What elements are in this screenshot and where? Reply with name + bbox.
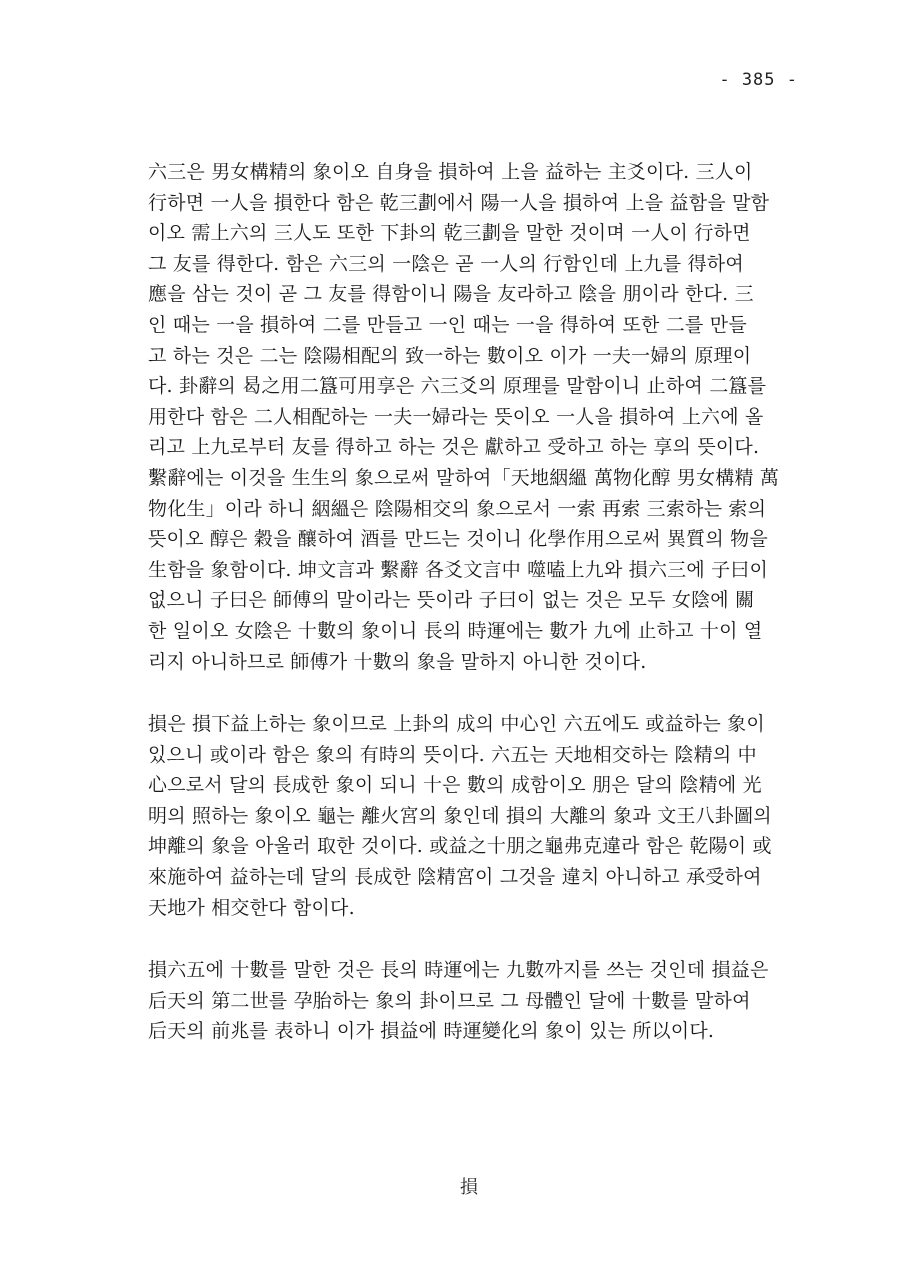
- text-line: 明의 照하는 象이오 龜는 離火宮의 象인데 損의 大離의 象과 文王八卦圖의: [148, 804, 772, 827]
- text-line: 用한다 함은 二人相配하는 一夫一婦라는 뜻이오 一人을 損하여 上六에 올: [148, 405, 764, 428]
- text-line: 리고 上九로부터 友를 得하고 하는 것은 獻하고 受하고 하는 享의 뜻이다.: [148, 436, 760, 459]
- text-line: 인 때는 一을 損하여 二를 만들고 一인 때는 一을 得하여 또한 二를 만들: [148, 313, 747, 336]
- text-line: 있으니 或이라 함은 象의 有時의 뜻이다. 六五는 天地相交하는 陰精의 中: [148, 743, 757, 766]
- text-line: 心으로서 달의 長成한 象이 되니 十은 數의 成함이오 朋은 달의 陰精에 光: [148, 774, 762, 797]
- text-line: 다. 卦辭의 曷之用二簋可用享은 六三爻의 原理를 말함이니 止하여 二簋를: [148, 375, 767, 398]
- text-line: 后天의 第二世를 孕胎하는 象의 卦이므로 그 母體인 달에 十數를 말하여: [148, 989, 751, 1012]
- footer-hexagram-label: 損: [460, 1177, 478, 1198]
- text-line: 리지 아니하므로 師傅가 十數의 象을 말하지 아니한 것이다.: [148, 650, 647, 673]
- paragraph-2: [148, 709, 803, 923]
- text-line: 應을 삼는 것이 곧 그 友를 得함이니 陽을 友라하고 陰을 朋이라 한다. 三: [148, 283, 754, 306]
- text-line: 物化生」이라 하니 絪縕은 陰陽相交의 象으로서 一索 再索 三索하는 索의: [148, 497, 767, 520]
- text-line: 이오 需上六의 三人도 또한 下卦의 乾三劃을 말한 것이며 一人이 行하면: [148, 222, 751, 245]
- paragraph-3: [148, 955, 803, 1047]
- text-line: 損六五에 十數를 말한 것은 長의 時運에는 九數까지를 쓰는 것인데 損益은: [148, 959, 769, 982]
- document-body: [148, 157, 803, 1047]
- page-number: - 385 -: [719, 70, 798, 90]
- text-line: 損은 損下益上하는 象이므로 上卦의 成의 中心인 六五에도 或益하는 象이: [148, 713, 765, 736]
- text-line: 行하면 一人을 損한다 함은 乾三劃에서 陽一人을 損하여 上을 益함을 말함: [148, 191, 770, 214]
- text-line: 生함을 象함이다. 坤文言과 繫辭 各爻文言中 噬嗑上九와 損六三에 子曰이: [148, 558, 769, 581]
- text-line: 后天의 前兆를 表하니 이가 損益에 時運變化의 象이 있는 所以이다.: [148, 1020, 715, 1043]
- text-line: 없으니 子曰은 師傅의 말이라는 뜻이라 子曰이 없는 것은 모두 女陰에 關: [148, 589, 755, 612]
- paragraph-1: [148, 157, 803, 677]
- text-line: 한 일이오 女陰은 十數의 象이니 長의 時運에는 數가 九에 止하고 十이 열: [148, 619, 763, 642]
- text-line: 坤離의 象을 아울러 取한 것이다. 或益之十朋之龜弗克違라 함은 乾陽이 或: [148, 835, 772, 858]
- text-line: 그 友를 得한다. 함은 六三의 一陰은 곧 一人의 行함인데 上九를 得하여: [148, 252, 744, 275]
- text-line: 뜻이오 醇은 穀을 釀하여 酒를 만드는 것이니 化學作用으로써 異質의 物을: [148, 528, 768, 551]
- text-line: 繫辭에는 이것을 生生의 象으로써 말하여「天地絪縕 萬物化醇 男女構精 萬: [148, 466, 780, 489]
- text-line: 고 하는 것은 二는 陰陽相配의 致一하는 數이오 이가 一夫一婦의 原理이: [148, 344, 752, 367]
- text-line: 天地가 相交한다 함이다.: [148, 896, 355, 919]
- text-line: 六三은 男女構精의 象이오 自身을 損하여 上을 益하는 主爻이다. 三人이: [148, 161, 753, 183]
- text-line: 來施하여 益하는데 달의 長成한 陰精宮이 그것을 違치 아니하고 承受하여: [148, 866, 762, 889]
